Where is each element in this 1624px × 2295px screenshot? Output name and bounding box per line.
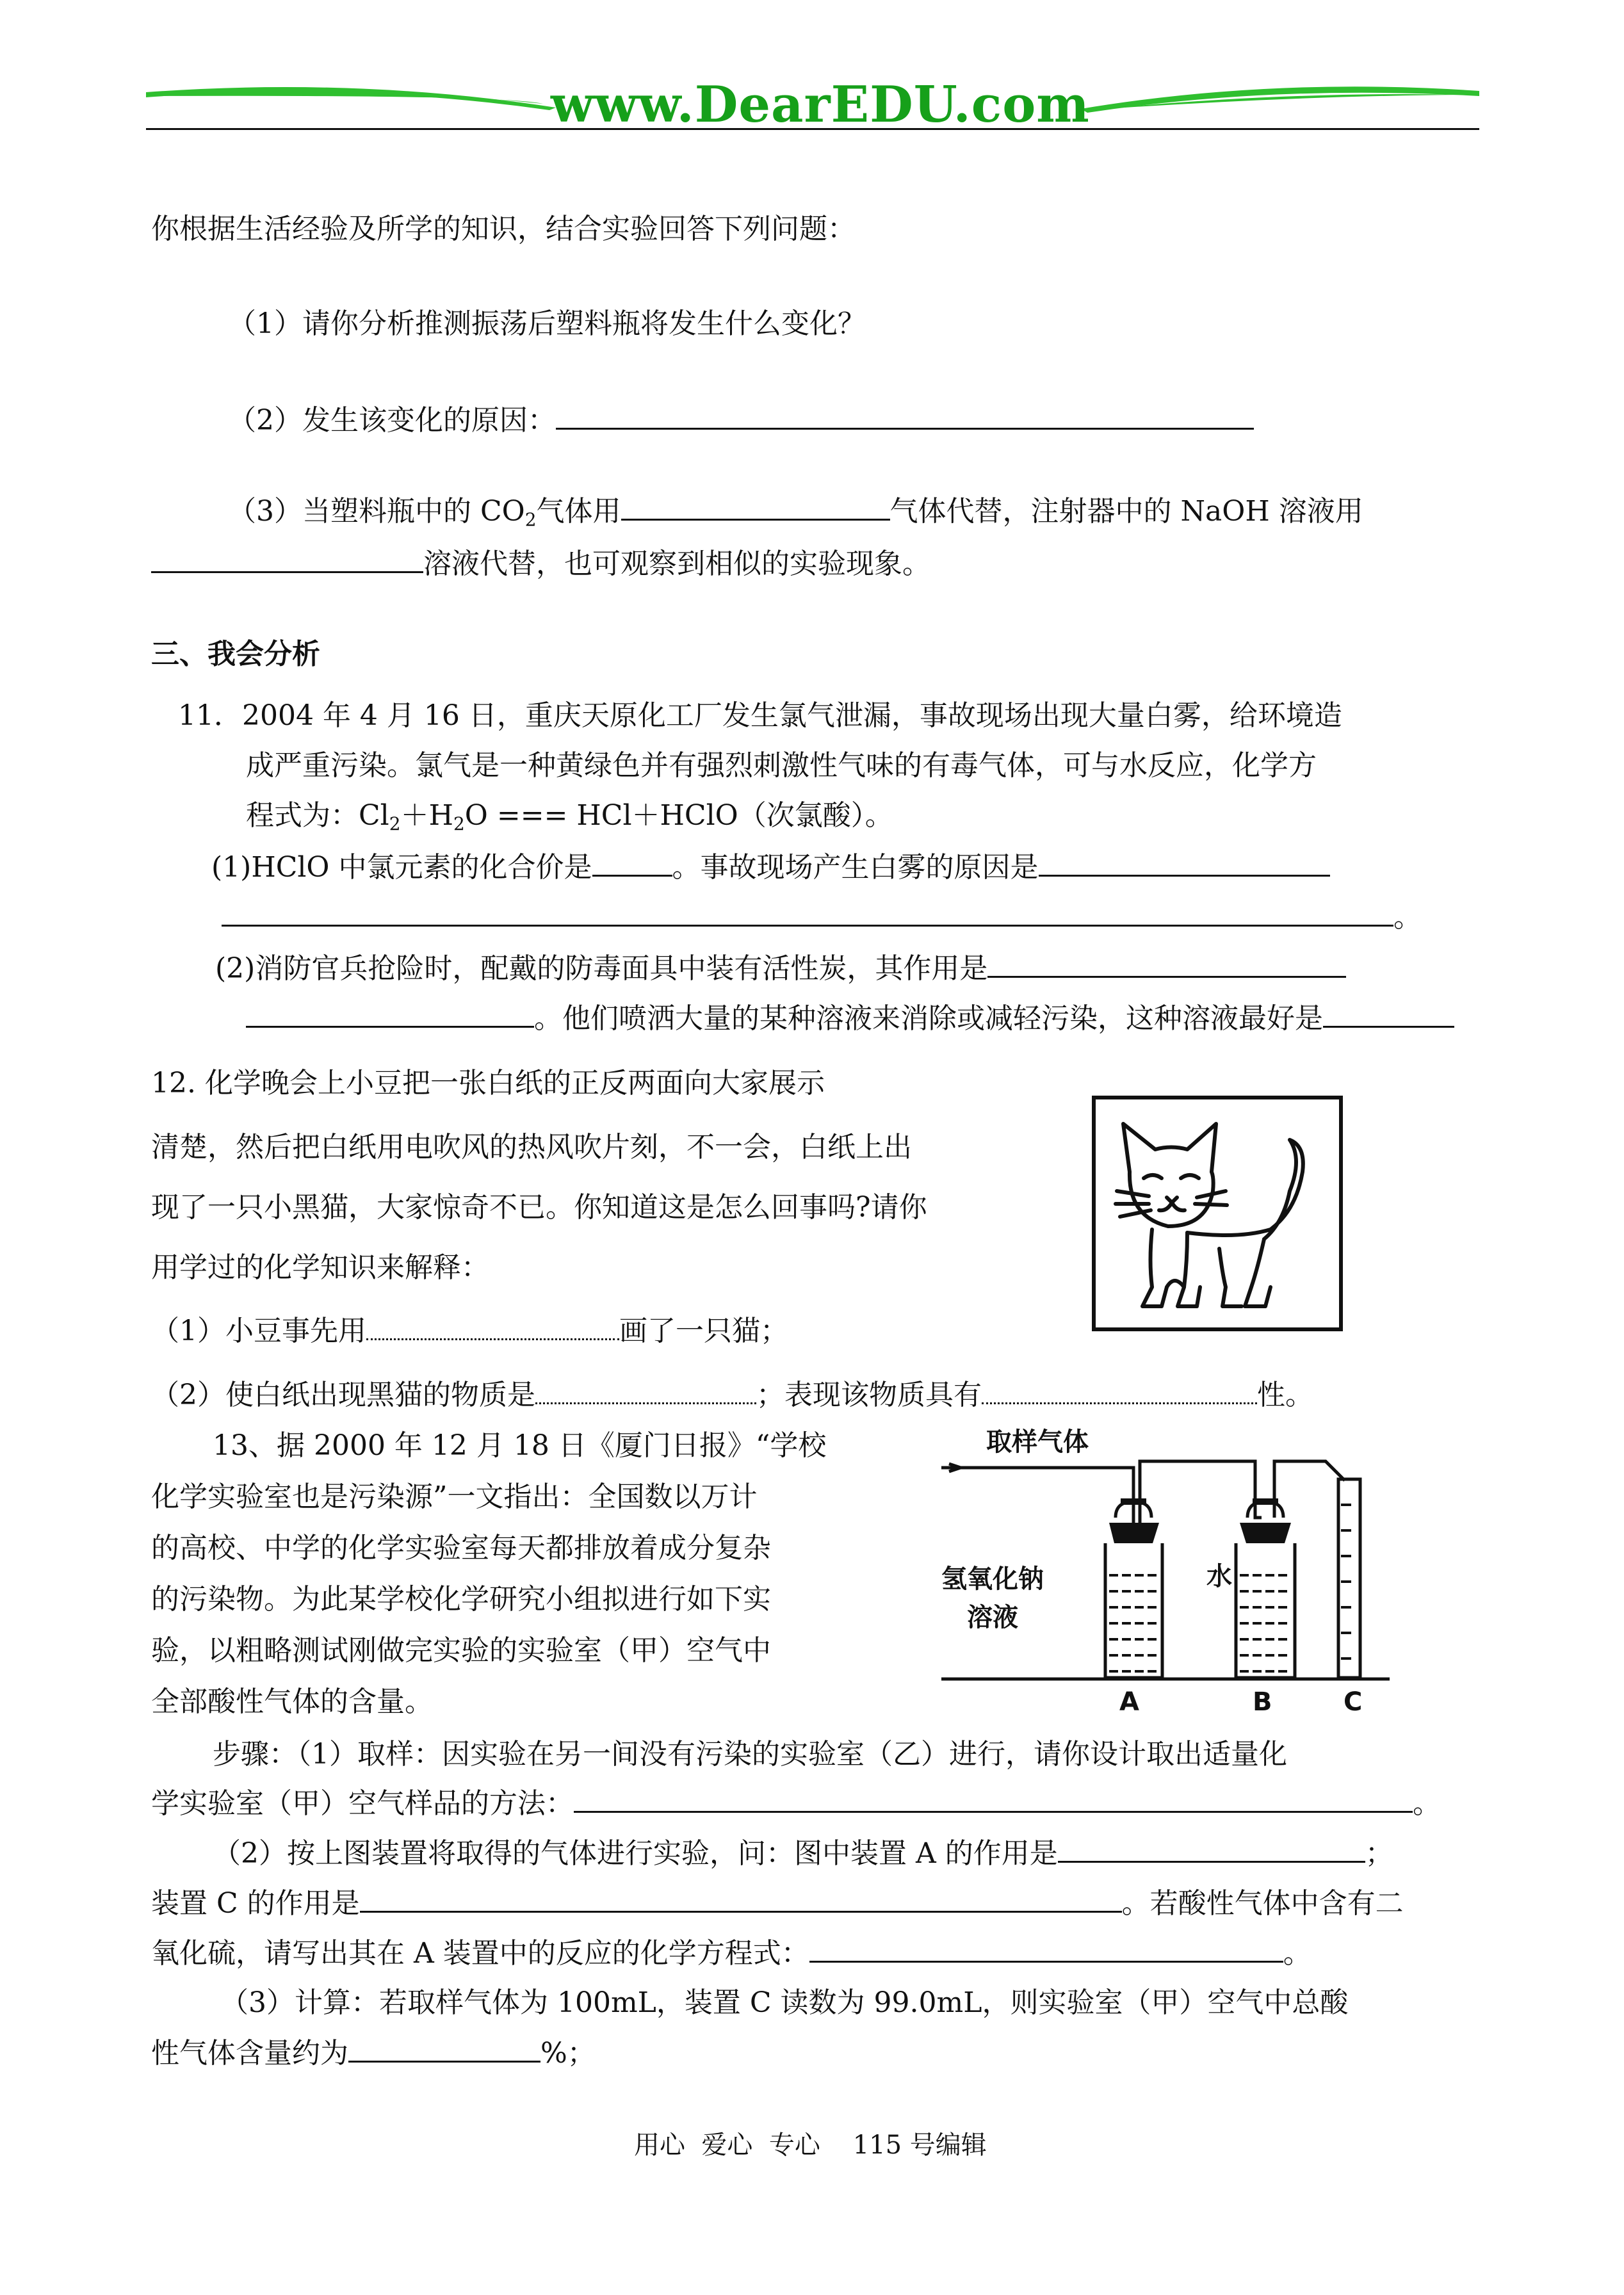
q12-p2-blank1[interactable] [535,1377,756,1404]
header-rule [146,128,1479,130]
q12-part2 [151,1377,1313,1413]
q13-step1-text: 学实验室（甲）空气样品的方法： [151,1787,574,1820]
q11-eq-sub1: 2 [389,813,401,834]
q13-step2-line3 [151,1935,1311,1972]
naoh-label-line2: 溶液 [967,1603,1018,1632]
q10-part3-line2 [151,546,930,582]
q12-p2-text-a: （2）使白纸出现黑猫的物质是 [151,1379,535,1411]
q10-part2-blank[interactable] [556,402,1254,430]
site-logo: www.DearEDU.com [551,76,1090,134]
q10-part3-text-c: 气体代替，注射器中的 NaOH 溶液用 [889,495,1363,528]
q12-p1-text-b: 画了一只猫； [619,1315,788,1347]
q13-line5: 验，以粗略测试刚做完实验的实验室（甲）空气中 [151,1634,771,1667]
q13-step2-end: 。 [1283,1937,1311,1970]
q13-step1-blank[interactable] [574,1785,1413,1813]
q11-line3 [246,798,893,842]
q11-p1-text-b: 。事故现场产生白雾的原因是 [672,851,1039,884]
q13-step2-text-c: 。若酸性气体中含有二 [1121,1887,1404,1920]
q13-step1-line1: 步骤：（1）取样：因实验在另一间没有污染的实验室（乙）进行，请你设计取出适量化 [213,1738,1287,1771]
q13-step1-line2 [151,1785,1441,1822]
q11-part2 [215,950,1346,987]
q13-step2-text-d: 氧化硫，请写出其在 A 装置中的反应的化学方程式： [151,1937,809,1970]
q13-line3: 的高校、中学的化学实验室每天都排放着成分复杂 [151,1532,771,1564]
q13-line1: 13、据 2000 年 12 月 18 日《厦门日报》“学校 [213,1429,827,1462]
q11-p1-text-a: (1)HClO 中氯元素的化合价是 [211,851,592,884]
q11-part1-cont [222,899,1422,936]
apparatus-figure [941,1422,1415,1716]
q13-step3-line2 [151,2035,596,2072]
q10-part3-text-b: 气体用 [536,495,621,528]
q13-step3-end: %； [540,2037,596,2070]
water-label: 水 [1206,1562,1232,1591]
q12-p2-text-c: 性。 [1257,1379,1313,1411]
q11-p2-text-b: 。他们喷洒大量的某种溶液来消除或减轻污染，这种溶液最好是 [534,1002,1323,1035]
q11-part2-cont [246,1000,1454,1037]
q13-step3-text: 性气体含量约为 [151,2037,348,2070]
q13-step2-line1 [213,1835,1393,1872]
q12-line4: 用学过的化学知识来解释： [151,1251,489,1284]
q10-part3-text-a: （3）当塑料瓶中的 CO [228,495,525,528]
q11-p2-text-a: (2)消防官兵抢险时，配戴的防毒面具中装有活性炭，其作用是 [215,952,988,985]
q13-step3-line1: （3）计算：若取样气体为 100mL，装置 C 读数为 99.0mL，则实验室（甲）空气中总酸 [220,1986,1349,2019]
q12-part1 [151,1313,788,1349]
q12-p1-blank[interactable] [366,1313,619,1340]
q11-p2-blank1[interactable] [987,950,1346,978]
q12-p2-blank2[interactable] [982,1377,1257,1404]
q13-step2-a-end: ； [1365,1837,1393,1870]
sample-gas-label: 取样气体 [986,1427,1089,1457]
q11-line2: 成严重污染。氯气是一种黄绿色并有强烈刺激性气味的有毒气体，可与水反应，化学方 [246,749,1317,782]
q13-step1-end: 。 [1413,1787,1441,1820]
label-a: A [1119,1687,1139,1717]
section3-title: 三、我会分析 [151,638,320,670]
q10-part2 [228,402,1254,439]
q10-part3-blank2[interactable] [151,546,423,573]
q12-line1: 12. 化学晚会上小豆把一张白纸的正反两面向大家展示 [151,1067,825,1099]
q10-part3-blank1[interactable] [621,493,890,521]
label-c: C [1344,1687,1363,1717]
q11-eq-c: O === HCl＋HClO（次氯酸）。 [464,799,893,832]
naoh-label-line1: 氢氧化钠 [941,1564,1044,1594]
q11-p2-blank2[interactable] [246,1000,534,1028]
q11-p1-end: 。 [1393,901,1422,934]
q10-part1: （1）请你分析推测振荡后塑料瓶将发生什么变化？ [228,307,866,340]
q13-line4: 的污染物。为此某学校化学研究小组拟进行如下实 [151,1583,771,1616]
q13-step2-blank-eq[interactable] [809,1935,1283,1963]
q10-part2-text: （2）发生该变化的原因： [228,404,556,437]
q11-p1-blank1[interactable] [592,849,672,877]
q13-step2-blank-a[interactable] [1058,1835,1365,1863]
q13-step3-blank[interactable] [348,2035,540,2063]
intro-text: 你根据生活经验及所学的知识，结合实验回答下列问题： [151,213,856,245]
q13-step2-text-b: 装置 C 的作用是 [151,1887,360,1920]
q11-p2-blank3[interactable] [1323,1000,1454,1028]
label-b: B [1253,1687,1272,1717]
q10-co2-subscript: 2 [524,509,537,530]
q13-step2-line2 [151,1885,1404,1922]
q12-line3: 现了一只小黑猫，大家惊奇不已。你知道这是怎么回事吗?请你 [151,1191,927,1224]
q12-p1-text-a: （1）小豆事先用 [151,1315,366,1347]
q11-eq-a: 程式为：Cl [246,799,389,832]
q10-part3-line1 [228,493,1363,538]
q11-line1: 11．2004 年 4 月 16 日，重庆天原化工厂发生氯气泄漏，事故现场出现大量白雾，给环境造 [178,699,1342,732]
q12-line2: 清楚，然后把白纸用电吹风的热风吹片刻，不一会，白纸上出 [151,1131,912,1164]
q11-eq-sub2: 2 [453,813,465,834]
q11-eq-b: ＋H [400,799,453,832]
q12-p2-text-b: ；表现该物质具有 [756,1379,982,1411]
q13-line2: 化学实验室也是污染源”一文指出：全国数以万计 [151,1480,758,1513]
cat-picture [1091,1095,1344,1332]
q13-step2-blank-c[interactable] [360,1885,1122,1913]
page-footer: 用心 爱心 专心 115 号编辑 [634,2130,987,2160]
q13-line6: 全部酸性气体的含量。 [151,1685,433,1718]
q11-part1 [211,849,1330,886]
q11-p1-blank2[interactable] [1039,849,1330,877]
q13-step2-text-a: （2）按上图装置将取得的气体进行实验，问：图中装置 A 的作用是 [213,1837,1058,1870]
q11-p1-blank3[interactable] [222,899,1393,927]
q10-part3-text-d: 溶液代替，也可观察到相似的实验现象。 [423,547,930,580]
